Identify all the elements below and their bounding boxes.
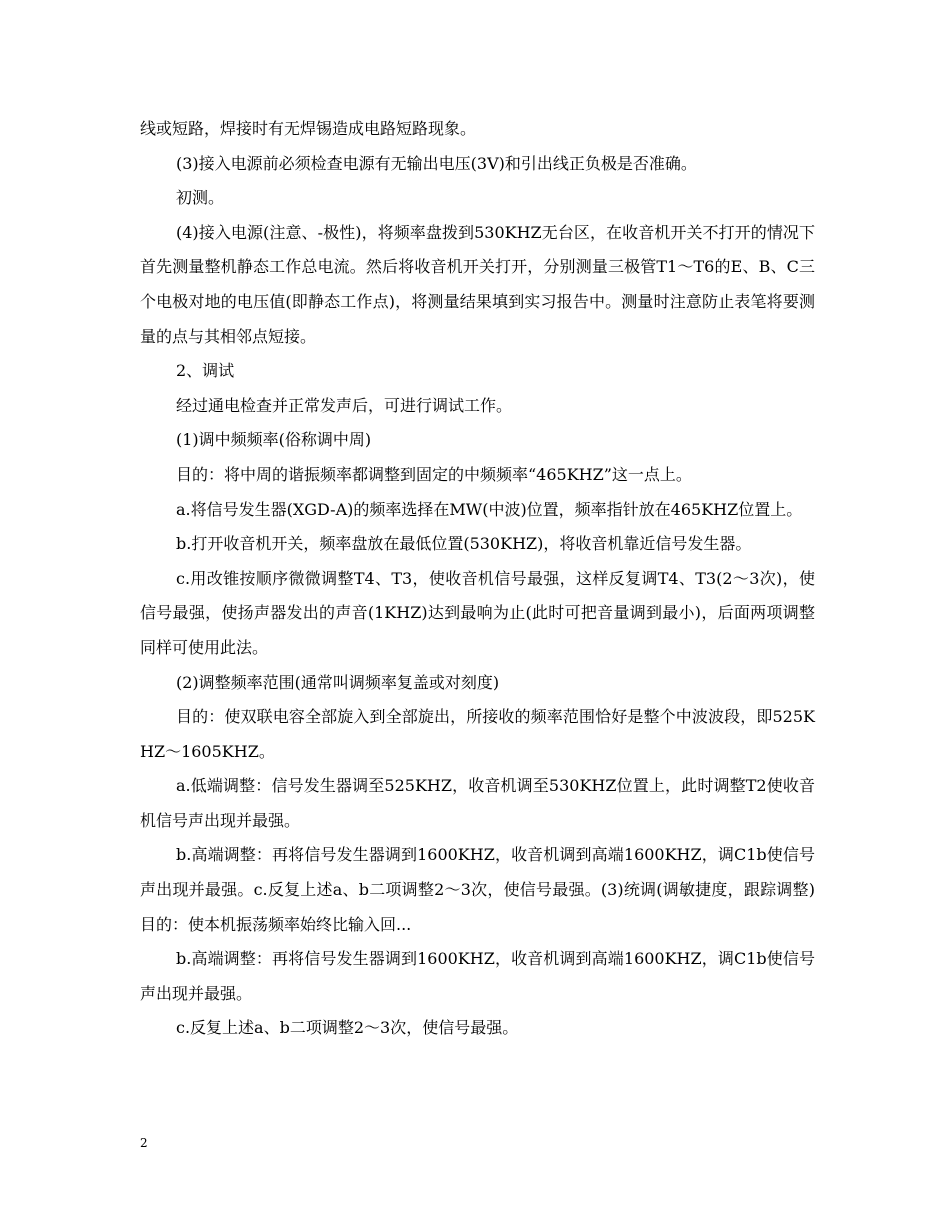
paragraph-11: c.用改锥按顺序微微调整T4、T3，使收音机信号最强，这样反复调T4、T3(2～3次)，使信号最强，使扬声器发出的声音(1KHZ)达到最响为止(此时可把音量调到最小)，后面两项调整同样可使用此法。 xyxy=(140,568,815,657)
paragraph-14: a.低端调整：信号发生器调至525KHZ，收音机调至530KHZ位置上，此时调整T2使收音机信号声出现并最强。 xyxy=(140,776,815,830)
paragraph-13: 目的：使双联电容全部旋入到全部旋出，所接收的频率范围恰好是整个中波波段，即525KHZ～1605KHZ。 xyxy=(140,707,815,761)
page-number: 2 xyxy=(140,1136,148,1150)
paragraph-3: 初测。 xyxy=(176,188,225,208)
paragraph-8: 目的：将中周的谐振频率都调整到固定的中频频率“465KHZ”这一点上。 xyxy=(176,464,692,484)
document-body xyxy=(140,112,815,1046)
paragraph-1: 线或短路，焊接时有无焊锡造成电路短路现象。 xyxy=(140,119,477,138)
subheading-if-frequency: (1)调中频频率(俗称调中周) xyxy=(176,430,372,450)
paragraph-16: b.高端调整：再将信号发生器调到1600KHZ，收音机调到高端1600KHZ，调C1b使信号声出现并最强。 xyxy=(140,949,815,1003)
subheading-frequency-range: (2)调整频率范围(通常叫调频率复盖或对刻度) xyxy=(176,672,500,692)
paragraph-17: c.反复上述a、b二项调整2～3次，使信号最强。 xyxy=(176,1018,519,1038)
paragraph-2: (3)接入电源前必须检查电源有无输出电压(3V)和引出线正负极是否准确。 xyxy=(176,153,697,173)
paragraph-15: b.高端调整：再将信号发生器调到1600KHZ，收音机调到高端1600KHZ，调C1b使信号声出现并最强。c.反复上述a、b二项调整2～3次，使信号最强。(3)统调(调敏捷度，跟踪调整)目的：使本机振荡频率始终比输入回... xyxy=(140,845,815,934)
paragraph-9: a.将信号发生器(XGD-A)的频率选择在MW(中波)位置，频率指针放在465KHZ位置上。 xyxy=(176,499,803,519)
section-heading-debug: 2、调试 xyxy=(176,361,235,381)
paragraph-4: (4)接入电源(注意、-极性)，将频率盘拨到530KHZ无台区，在收音机开关不打开的情况下首先测量整机静态工作总电流。然后将收音机开关打开，分别测量三极管T1～T6的E、B、C三个电极对地的电压值(即静态工作点)，将测量结果填到实习报告中。测量时注意防止表笔将要测量的点与其相邻点短接。 xyxy=(140,222,815,346)
paragraph-6: 经过通电检查并正常发声后，可进行调试工作。 xyxy=(176,395,513,415)
paragraph-10: b.打开收音机开关，频率盘放在最低位置(530KHZ)，将收音机靠近信号发生器。 xyxy=(176,534,752,554)
